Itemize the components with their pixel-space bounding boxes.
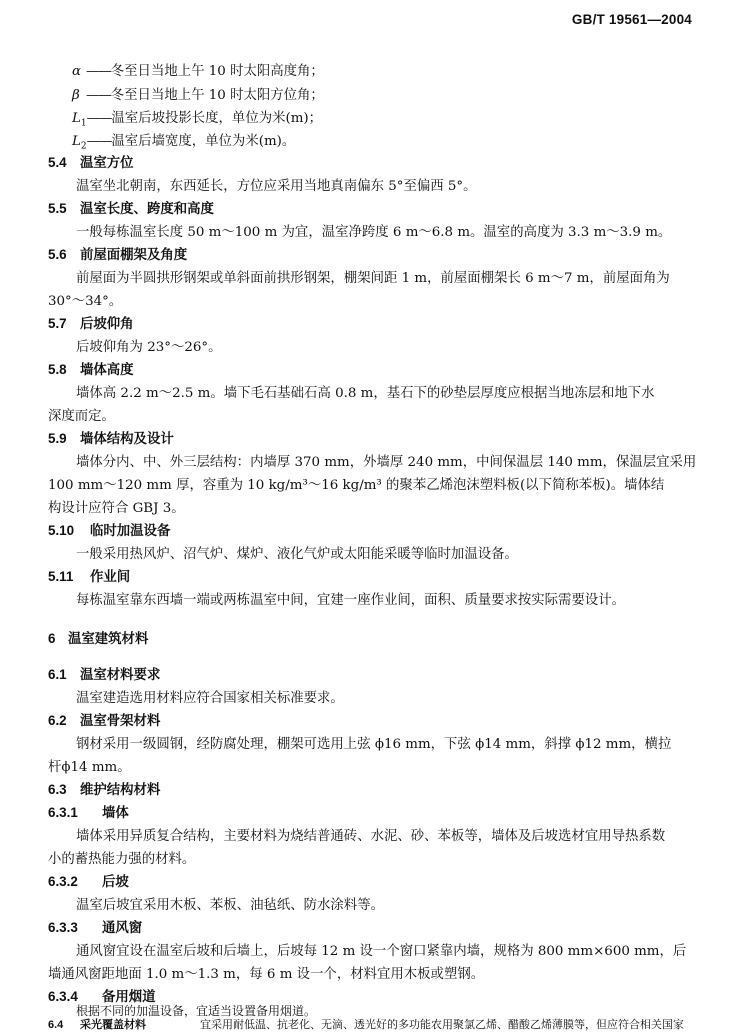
section-5-9-heading — [48, 428, 174, 447]
standard-number: GB/T 19561—2004 — [571, 12, 692, 27]
section-6-3-3-heading — [48, 917, 142, 936]
section-6-3-heading — [48, 779, 160, 798]
section-6-4-body: 宜采用耐低温、抗老化、无滴、透光好的多功能农用聚氯乙烯、醋酸乙烯薄膜等，但应符合相关国家 — [200, 1018, 684, 1031]
section-5-11-body: 每栋温室靠东西墙一端或两栋温室中间，宜建一座作业间，面积、质量要求按实际需要设计。 — [76, 593, 626, 608]
section-number: 5.6 — [48, 247, 67, 262]
section-5-9-body-line3: 构设计应符合 GBJ 3。 — [48, 501, 185, 516]
section-5-8-body-line2: 深度而定。 — [48, 409, 115, 424]
section-6-2-body-line2: 杆ϕ14 mm。 — [48, 760, 131, 775]
definition-l2: $L_2——$温室后墙宽度，单位为米(m)。 — [72, 134, 296, 152]
section-number: 6.3.1 — [48, 805, 78, 820]
section-number: 6.2 — [48, 713, 67, 728]
section-5-5-body: 一般每栋温室长度 50 m～100 m 为宜，温室净跨度 6 m～6.8 m。温室的高度为 3.3 m～3.9 m。 — [76, 225, 672, 240]
section-number: 6.4 — [48, 1019, 64, 1031]
section-number: 6.1 — [48, 667, 67, 682]
section-title: 通风窗 — [102, 920, 143, 936]
chapter-title: 温室建筑材料 — [68, 631, 149, 647]
section-5-7-body: 后坡仰角为 23°～26°。 — [76, 340, 222, 355]
section-6-3-2-heading — [48, 871, 129, 890]
section-5-5-heading — [48, 198, 214, 217]
chapter-number: 6 — [48, 631, 56, 646]
definition-text: 冬至日当地上午 10 时太阳方位角； — [110, 88, 324, 103]
section-5-6-body-line2: 30°～34°。 — [48, 294, 123, 309]
section-number: 6.3.2 — [48, 874, 78, 889]
section-6-3-2-body: 温室后坡宜采用木板、苯板、油毡纸、防水涂料等。 — [76, 898, 384, 913]
section-5-10-body: 一般采用热风炉、沼气炉、煤炉、液化气炉或太阳能采暖等临时加温设备。 — [76, 547, 518, 562]
definition-text: 温室后坡投影长度，单位为米(m)； — [111, 111, 323, 126]
section-number: 5.7 — [48, 316, 67, 331]
section-5-10-heading — [48, 520, 170, 539]
definition-symbol: β — [72, 88, 80, 103]
section-6-2-body-line1: 钢材采用一级圆钢，经防腐处理，棚架可选用上弦 ϕ16 mm，下弦 ϕ14 mm，斜撑 ϕ12 mm，横拉 — [76, 737, 672, 752]
section-5-4-body: 温室坐北朝南，东西延长，方位应采用当地真南偏东 5°至偏西 5°。 — [76, 179, 477, 194]
definition-symbol: L — [72, 111, 81, 126]
definition-symbol: L — [72, 134, 81, 149]
section-number: 5.10 — [48, 523, 75, 538]
section-title: 温室方位 — [80, 155, 134, 171]
section-number: 5.4 — [48, 155, 67, 170]
section-title: 作业间 — [90, 569, 131, 585]
section-title: 墙体高度 — [80, 362, 134, 378]
section-title: 后坡仰角 — [80, 316, 134, 332]
section-6-3-4-body: 根据不同的加温设备，宜适当设置备用烟道。 — [76, 1004, 317, 1018]
section-number: 5.8 — [48, 362, 67, 377]
definition-beta: β ——冬至日当地上午 10 时太阳方位角； — [72, 88, 324, 103]
section-title: 维护结构材料 — [80, 782, 161, 798]
section-6-2-heading — [48, 710, 160, 729]
section-5-9-body-line2: 100 mm～120 mm 厚，容重为 10 kg/m³～16 kg/m³ 的聚苯乙烯泡沫塑料板(以下简称苯板)。墙体结 — [48, 478, 665, 493]
section-title: 临时加温设备 — [90, 523, 171, 539]
section-5-4-heading — [48, 152, 134, 171]
definition-alpha: α ——冬至日当地上午 10 时太阳高度角； — [72, 64, 324, 79]
section-6-1-body: 温室建造选用材料应符合国家相关标准要求。 — [76, 691, 344, 706]
definition-subscript: 2 — [80, 141, 87, 152]
section-5-6-heading — [48, 244, 187, 263]
section-title: 温室材料要求 — [80, 667, 161, 683]
section-5-8-heading — [48, 359, 134, 378]
section-title: 后坡 — [102, 874, 129, 890]
section-number: 5.5 — [48, 201, 67, 216]
section-5-8-body-line1: 墙体高 2.2 m～2.5 m。墙下毛石基础石高 0.8 m，基石下的砂垫层厚度应根据当地冻层和地下水 — [76, 386, 655, 401]
section-title: 采光覆盖材料 — [80, 1018, 146, 1031]
chapter-6-heading — [48, 628, 148, 647]
section-6-1-heading — [48, 664, 160, 683]
section-title: 墙体 — [102, 805, 129, 821]
section-5-7-heading — [48, 313, 134, 332]
section-title: 备用烟道 — [102, 989, 156, 1005]
definition-text: 冬至日当地上午 10 时太阳高度角； — [110, 64, 324, 79]
section-number: 6.3.3 — [48, 920, 78, 935]
section-number: 6.3 — [48, 782, 67, 797]
section-6-4-heading — [48, 1016, 146, 1032]
section-6-3-3-body-line2: 墙通风窗距地面 1.0 m～1.3 m，每 6 m 设一个，材料宜用木板或塑钢。 — [48, 967, 485, 982]
definition-symbol: α — [72, 64, 82, 79]
section-number: 5.9 — [48, 431, 67, 446]
section-5-9-body-line1: 墙体分内、中、外三层结构：内墙厚 370 mm，外墙厚 240 mm，中间保温层 140 mm，保温层宜采用 — [76, 455, 697, 470]
section-title: 温室长度、跨度和高度 — [80, 201, 214, 217]
section-6-3-1-body-line1: 墙体采用异质复合结构，主要材料为烧结普通砖、水泥、砂、苯板等，墙体及后坡选材宜用导热系数 — [76, 829, 666, 844]
definition-text: 温室后墙宽度，单位为米(m)。 — [111, 134, 296, 149]
section-title: 温室骨架材料 — [80, 713, 161, 729]
section-number: 6.3.4 — [48, 989, 78, 1004]
definition-subscript: 1 — [80, 118, 87, 129]
definition-l1: $L_1——$温室后坡投影长度，单位为米(m)； — [72, 111, 323, 129]
section-5-6-body-line1: 前屋面为半圆拱形钢架或单斜面前拱形钢架，棚架间距 1 m，前屋面棚架长 6 m～7 m，前屋面角为 — [76, 271, 670, 286]
section-5-11-heading — [48, 566, 130, 585]
section-number: 5.11 — [48, 569, 74, 584]
section-title: 前屋面棚架及角度 — [80, 247, 188, 263]
section-6-3-3-body-line1: 通风窗宜设在温室后坡和后墙上，后坡每 12 m 设一个窗口紧靠内墙，规格为 800 mm×600 mm，后 — [76, 944, 687, 959]
section-6-3-1-body-line2: 小的蓄热能力强的材料。 — [48, 852, 196, 867]
section-6-3-1-heading — [48, 802, 129, 821]
section-title: 墙体结构及设计 — [80, 431, 174, 447]
